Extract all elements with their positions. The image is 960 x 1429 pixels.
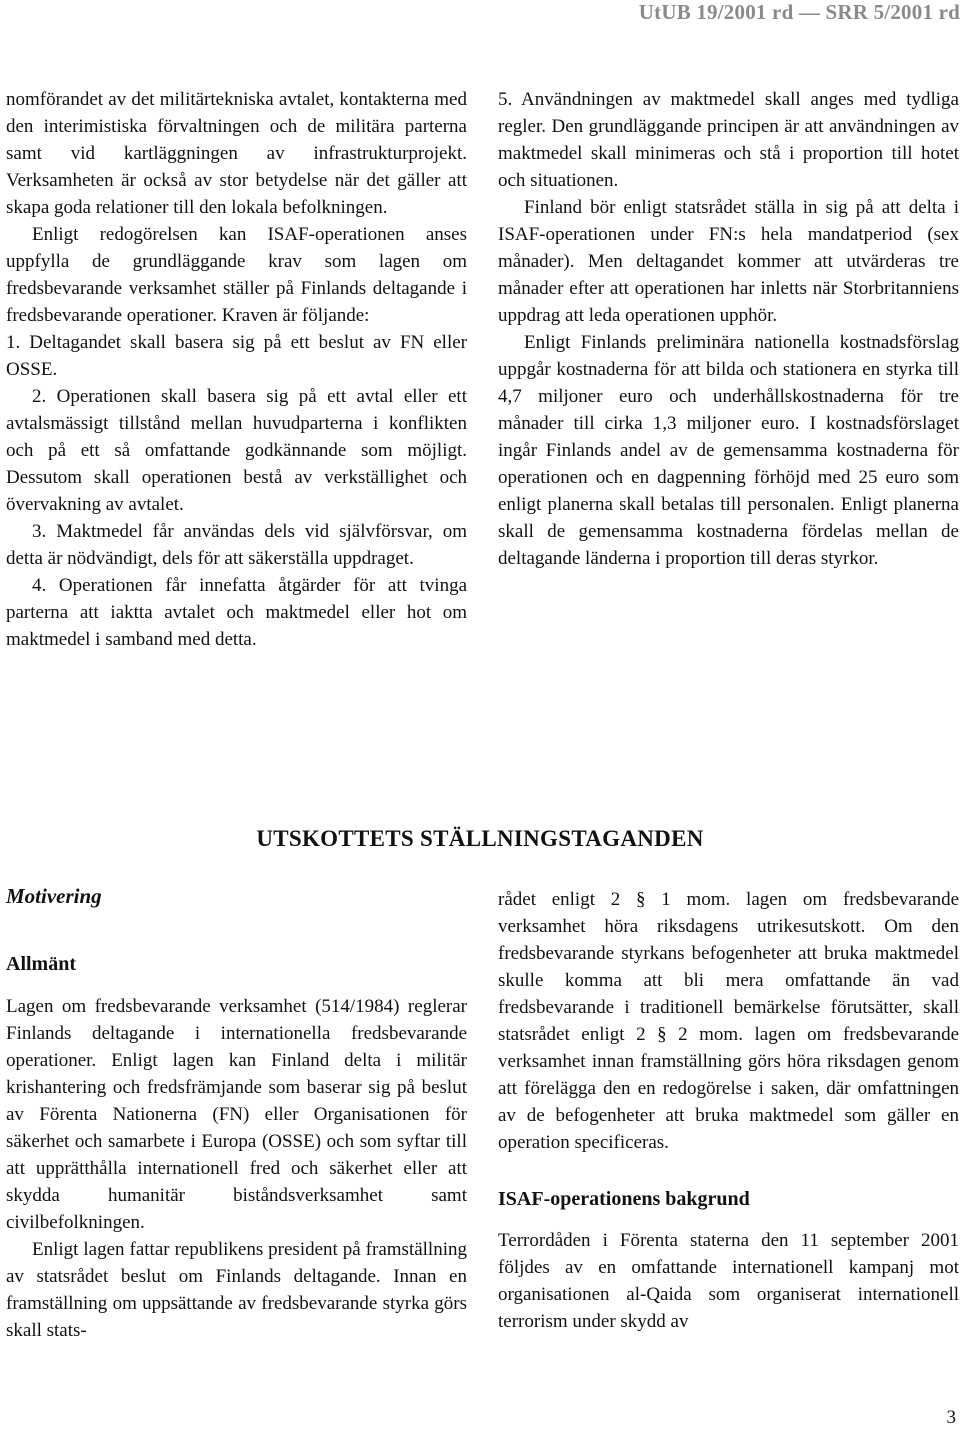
- paragraph: Enligt Finlands preliminära nationella kostnadsförslag uppgår kostnaderna för att bilda och stationera en styrka till 4,7 miljoner euro och underhållskostnaderna för tre månader till cirka 1,3 miljoner euro. I kostnadsförslaget ingår Finlands andel av de gemensamma kostnaderna för operationen och en dagpenning förhöjd med 25 euro som enligt planerna skall betalas till personalen. Enligt planerna skall de gemensamma kostnaderna fördelas mellan de deltagande länderna i proportion till deras styrkor.: [498, 332, 959, 569]
- section-title: UTSKOTTETS STÄLLNINGSTAGANDEN: [256, 826, 704, 851]
- subheading-isaf: ISAF-operationens bakgrund: [498, 1188, 750, 1210]
- paragraph: nomförandet av det militärtekniska avtalet, kontakterna med den interimistiska förvaltningen och de militära parterna samt vid kartläggningen av infrastrukturprojekt. Verksamheten är också av stor betydelse när det gäller att skapa goda relationer till den lokala befolkningen.: [6, 89, 467, 218]
- list-item: 3. Maktmedel får användas dels vid självförsvar, om detta är nödvändigt, dels för att säkerställa uppdraget.: [6, 521, 467, 569]
- paragraph: Lagen om fredsbevarande verksamhet (514/1984) reglerar Finlands deltagande i internationella fredsbevarande operationer. Enligt lagen kan Finland delta i militär krishantering och fredsfrämjande som baserar sig på beslut av Förenta Nationerna (FN) eller Organisationen för säkerhet och samarbete i Europa (OSSE) och som syftar till att upprätthålla internationell fred och säkerhet eller att skydda humanitär biståndsverksamhet samt civilbefolkningen.: [6, 996, 467, 1233]
- list-item: 4. Operationen får innefatta åtgärder för att tvinga parterna att iaktta avtalet och maktmedel eller hot om maktmedel i samband med detta.: [6, 575, 467, 650]
- paragraph: Enligt redogörelsen kan ISAF-operationen anses uppfylla de grundläggande krav som lagen om fredsbevarande verksamhet ställer på Finlands deltagande i fredsbevarande operationer. Kraven är följande:: [6, 224, 467, 326]
- right-column-top: [498, 86, 959, 572]
- list-item: 5. Användningen av maktmedel skall anges med tydliga regler. Den grundläggande principen är att användningen av maktmedel skall minimeras och stå i proportion till hotet och situationen.: [498, 89, 959, 191]
- right-column-bottom: [498, 886, 959, 1335]
- paragraph: Enligt lagen fattar republikens president på framställning av statsrådet beslut om Finlands deltagande. Innan en framställning om uppsättande av fredsbevarande styrka görs skall stats-: [6, 1239, 467, 1341]
- paragraph: rådet enligt 2 § 1 mom. lagen om fredsbevarande verksamhet höra riksdagens utrikesutskott. Om den fredsbevarande styrkans befogenheter att bruka maktmedel skulle komma att bli mera omfattande än vad fredsbevarande i traditionell bemärkelse förutsätter, skall statsrådet enligt 2 § 2 mom. lagen om fredsbevarande verksamhet innan framställning görs höra riksdagen genom att förelägga den en redogörelse i saken, där omfattningen av de befogenheter att bruka maktmedel som gäller en operation specificeras.: [498, 889, 959, 1153]
- list-item: 2. Operationen skall basera sig på ett avtal eller ett avtalsmässigt tillstånd mellan huvudparterna i konflikten och på ett så omfattande godkännande som möjligt. Dessutom skall operationen bestå av verkställighet och övervakning av avtalet.: [6, 386, 467, 515]
- subheading-motivering: Motivering: [6, 884, 102, 908]
- list-item: 1. Deltagandet skall basera sig på ett beslut av FN eller OSSE.: [6, 332, 467, 380]
- left-column-bottom: [6, 993, 467, 1344]
- running-header: UtUB 19/2001 rd — SRR 5/2001 rd: [638, 0, 960, 24]
- paragraph: Terrordåden i Förenta staterna den 11 september 2001 följdes av en omfattande internationell kampanj mot organisationen al-Qaida som organiserat internationell terrorism under skydd av: [498, 1230, 959, 1332]
- left-column-top: [6, 86, 467, 653]
- paragraph: Finland bör enligt statsrådet ställa in sig på att delta i ISAF-operationen under FN:s hela mandatperiod (sex månader). Men deltagandet kommer att utvärderas tre månader efter att operationen har inletts när Storbritanniens uppdrag att leda operationen upphör.: [498, 197, 959, 326]
- subheading-allmant: Allmänt: [6, 953, 76, 975]
- page-number: 3: [946, 1407, 956, 1428]
